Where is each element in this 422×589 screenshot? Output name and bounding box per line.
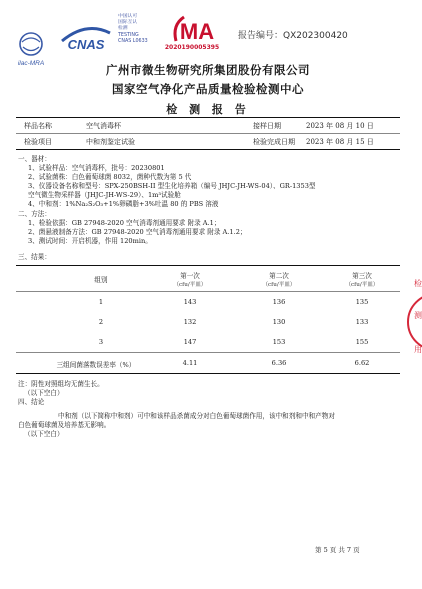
conclusion-text-continued: 白色葡萄球菌及培养基无影响。 [18, 421, 111, 429]
page-number: 第 5 页 共 7 页 [315, 546, 360, 554]
value-cell: 135 [355, 298, 369, 306]
conclusion-heading: 四、结论 [18, 398, 45, 406]
error-rate-cell: 6.36 [271, 359, 287, 367]
svg-text:测: 测 [414, 311, 422, 320]
report-title: 检 测 报 告 [166, 103, 250, 116]
sample-info-row [16, 118, 400, 133]
svg-text:检: 检 [414, 279, 422, 288]
cnas-caption-line: TESTING [118, 32, 139, 38]
materials-item: 3、仪器设备名称和型号：SPX-250BSH-II 型生化培养箱（编号 JHJC-JH-WS-04）、GR-1353型 [28, 182, 316, 190]
report-number: 报告编号：QX202300420 [238, 31, 348, 41]
error-rate-label: 三组间菌落数误差率（%） [56, 361, 136, 369]
value-cell: 155 [355, 338, 369, 346]
group-cell: 2 [98, 318, 104, 326]
column-unit: （cfu/平皿） [262, 282, 296, 288]
cnas-caption-line: 检测 [118, 26, 128, 32]
error-rate-row [16, 352, 400, 373]
group-cell: 1 [98, 298, 104, 306]
materials-item: 空气微生物采样器（JHJC-JH-WS-29）、1m³试验舱 [28, 191, 181, 199]
column-header: 第一次 [180, 272, 200, 280]
receive-date-label: 接样日期 [253, 122, 281, 130]
table-row [16, 312, 400, 332]
sample-info-table [16, 117, 400, 150]
institute-title: 广州市微生物研究所集团股份有限公司 [106, 63, 310, 77]
method-list [18, 219, 398, 246]
method-item: 1、检验依据：GB 27948-2020 空气消毒剂通用要求 附录 A.1； [28, 219, 221, 227]
blank-marker: （以下空白） [24, 430, 64, 438]
table-row [16, 292, 400, 312]
materials-list [18, 164, 398, 209]
column-header: 第二次 [269, 272, 289, 280]
finish-date-label: 检验完成日期 [253, 138, 295, 146]
cnas-text: CNAS [67, 37, 105, 52]
column-unit: （cfu/平皿） [345, 282, 379, 288]
negative-control-note: 注：阴性对照组均无菌生长。 [18, 380, 104, 388]
cma-logo [170, 11, 214, 48]
cnas-logo [58, 19, 114, 53]
value-cell: 153 [272, 338, 286, 346]
materials-heading: 一、器材： [18, 155, 51, 163]
cma-text: MA [179, 19, 215, 44]
center-title: 国家空气净化产品质量检验检测中心 [112, 82, 304, 96]
group-column-header: 组别 [94, 276, 108, 284]
svg-text:用: 用 [414, 345, 422, 354]
cma-code: 2020190005395 [164, 44, 220, 51]
finish-date-value: 2023 年 08 月 15 日 [306, 138, 374, 146]
inspection-stamp [406, 262, 422, 382]
method-section [18, 210, 398, 246]
materials-item: 2、试验菌株：白色葡萄球菌 8032，菌种代数为第 5 代 [28, 173, 192, 181]
column-unit: （cfu/平皿） [173, 282, 207, 288]
value-cell: 130 [272, 318, 286, 326]
materials-item: 4、中和剂：1%Na₂S₂O₃+1%卵磷脂+3%吐温 80 的 PBS 溶液 [28, 200, 219, 208]
table-row [16, 332, 400, 352]
test-item-label: 检验项目 [24, 138, 52, 146]
cnas-caption-line: 中国认可 [118, 14, 138, 19]
group-cell: 3 [98, 338, 104, 346]
conclusion-text: 中和剂（以下简称中和剂）可中和该样品杀菌成分对白色葡萄球菌作用，该中和剂和中和产物对 [58, 412, 335, 420]
sample-name-value: 空气消毒杯 [86, 122, 121, 130]
results-table [16, 265, 400, 374]
notes-section [18, 380, 400, 439]
materials-section [18, 155, 398, 209]
method-item: 2、菌悬液制备方法：GB 27948-2020 空气消毒剂通用要求 附录 A.1.2； [28, 228, 247, 236]
sample-info-row [16, 133, 400, 149]
error-rate-cell: 4.11 [182, 359, 198, 367]
sample-name-label: 样品名称 [24, 122, 52, 130]
column-header: 第三次 [352, 272, 372, 280]
receive-date-value: 2023 年 08 月 10 日 [306, 122, 374, 130]
materials-item: 1、试验样品：空气消毒杯，批号：20230801 [28, 164, 165, 172]
value-cell: 147 [183, 338, 197, 346]
method-item: 3、测试时间：开启机器，作用 120min。 [28, 237, 152, 245]
value-cell: 136 [272, 298, 286, 306]
ilac-text: ilac-MRA [17, 60, 45, 67]
value-cell: 133 [355, 318, 369, 326]
test-item-value: 中和剂鉴定试验 [86, 138, 135, 146]
error-rate-cell: 6.62 [354, 359, 370, 367]
results-header-row [16, 266, 400, 292]
blank-marker: （以下空白） [24, 389, 64, 397]
results-heading: 三、结果： [18, 253, 51, 261]
method-heading: 二、方法： [18, 210, 51, 218]
cnas-caption-line: CNAS L0633 [118, 38, 148, 44]
cnas-caption [118, 14, 162, 45]
cnas-caption-line: 国际互认 [118, 20, 138, 26]
value-cell: 132 [183, 318, 197, 326]
value-cell: 143 [183, 298, 197, 306]
